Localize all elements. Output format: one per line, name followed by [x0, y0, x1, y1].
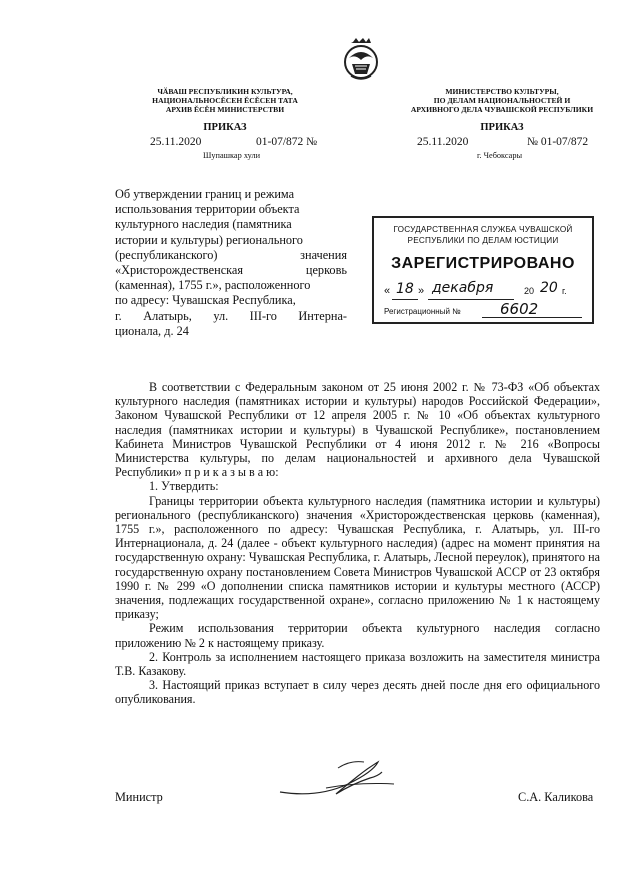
stamp-day: 18	[396, 281, 414, 297]
stamp-agency	[374, 224, 592, 246]
left-order-number: 01-07/872 №	[256, 136, 318, 148]
left-ministry-name	[125, 87, 325, 114]
right-ministry-name	[392, 87, 612, 114]
right-order-date: 25.11.2020	[417, 136, 469, 148]
left-ministry-line: ЧӐВАШ РЕСПУБЛИКИН КУЛЬТУРА,	[157, 87, 293, 96]
right-ministry-line: МИНИСТЕРСТВО КУЛЬТУРЫ,	[445, 87, 559, 96]
stamp-close-quote: »	[418, 285, 425, 297]
stamp-open-quote: «	[384, 285, 391, 297]
right-ministry-line: АРХИВНОГО ДЕЛА ЧУВАШСКОЙ РЕСПУБЛИКИ	[410, 105, 594, 114]
stamp-year-prefix: 20	[524, 286, 535, 296]
body-item1: 1. Утвердить:	[149, 479, 219, 494]
subject-line: (каменная), 1755 г.», расположенного	[115, 278, 311, 293]
signature-title: Министр	[115, 790, 163, 804]
handwritten-signature	[278, 754, 398, 804]
signature-name: С.А. Каликова	[518, 790, 594, 804]
stamp-line2: РЕСПУБЛИКИ ПО ДЕЛАМ ЮСТИЦИИ	[407, 236, 559, 245]
right-city: г. Чебоксары	[477, 151, 523, 160]
stamp-date-row	[384, 282, 584, 302]
right-order-title: ПРИКАЗ	[480, 122, 524, 133]
body-item2: 2. Контроль за исполнением настоящего приказа возложить на заместителя министра Т.В. Казакову.	[115, 649, 600, 679]
left-city: Шупашкар хули	[203, 151, 261, 160]
subject-line: (республиканского) значения	[115, 247, 347, 262]
subject-line: г. Алатырь, ул. III-го Интерна-	[115, 308, 347, 323]
body-intro: В соответствии с Федеральным законом от 25 июня 2002 г. № 73-ФЗ «Об объектах культурного наследия (памятниках истории и культуры) народов Российской Федерации», Законом Чувашской Республики от 12 апреля 2005 г. № 10 «Об объектах культурного наследия (памятниках истории и культуры) в Чувашской Республике», постановлением Кабинета Министров Чувашской Республики от 4 июня 2012 г. № 216 «Вопросы Министерства культуры, по делам национальностей и архивного дела Чувашской Республики» п р и к а з ы в а ю:	[115, 380, 600, 480]
subject-line: ционала, д. 24	[115, 323, 189, 338]
left-ministry-line: НАЦИОНАЛЬНОСĔСЕН ĔСĔСЕН ТАТА	[152, 96, 298, 105]
stamp-month: декабря	[432, 280, 494, 296]
subject-line: «Христорождественская церковь	[115, 263, 347, 278]
body-item3: 3. Настоящий приказ вступает в силу через десять дней после дня его официального опубликования.	[115, 678, 600, 707]
left-order-date: 25.11.2020	[150, 136, 202, 148]
registration-stamp	[372, 216, 594, 324]
left-ministry-line: АРХИВ ĔСĔН МИНИСТЕРСТВИ	[165, 105, 285, 114]
stamp-line1: ГОСУДАРСТВЕННАЯ СЛУЖБА ЧУВАШСКОЙ	[393, 225, 573, 234]
order-subject	[115, 187, 347, 339]
right-ministry-line: ПО ДЕЛАМ НАЦИОНАЛЬНОСТЕЙ И	[433, 96, 571, 105]
right-order-number: № 01-07/872	[527, 136, 589, 148]
stamp-reg-label: Регистрационный №	[384, 307, 461, 316]
stamp-day-underline	[392, 299, 418, 300]
stamp-reg-number: 6602	[500, 300, 539, 318]
stamp-reg-underline	[482, 317, 582, 318]
order-body	[115, 380, 600, 707]
body-item1-regime: Режим использования территории объекта культурного наследия согласно приложению № 2 к настоящему приказу.	[115, 621, 600, 650]
stamp-year-suffix: 20	[540, 280, 558, 296]
subject-line: культурного наследия (памятника	[115, 217, 292, 232]
subject-line: по адресу: Чувашская Республика,	[115, 293, 296, 308]
subject-line: истории и культуры) регионального	[115, 232, 303, 247]
stamp-year-letter: г.	[562, 286, 567, 296]
coat-of-arms-emblem	[343, 38, 379, 80]
subject-line: Об утверждении границ и режима	[115, 187, 295, 201]
stamp-reg-row	[384, 302, 589, 320]
left-order-title: ПРИКАЗ	[203, 122, 247, 133]
body-item1-borders: Границы территории объекта культурного наследия (памятника истории и культуры) регионального (республиканского) значения «Христорождественская церковь (каменная), 1755 г.», расположенного по адресу: Чувашская Республика, г. Алатырь, ул. III-го Интернационала, д. 24 (далее - объект культурного наследия) (адрес на момент принятия на государственную охрану: Чувашская Республика, г. Алатырь, Лесной переулок), принятого на государственную охрану постановлением Совета Министров Чувашской АССР от 23 октября 1990 г. № 299 «О дополнении списка памятников истории и культуры местного (АССР) значения, подлежащих государственной охране», согласно приложению № 1 к настоящему приказу;	[115, 493, 600, 622]
stamp-registered: ЗАРЕГИСТРИРОВАНО	[391, 255, 575, 272]
subject-line: использования территории объекта	[115, 202, 300, 217]
